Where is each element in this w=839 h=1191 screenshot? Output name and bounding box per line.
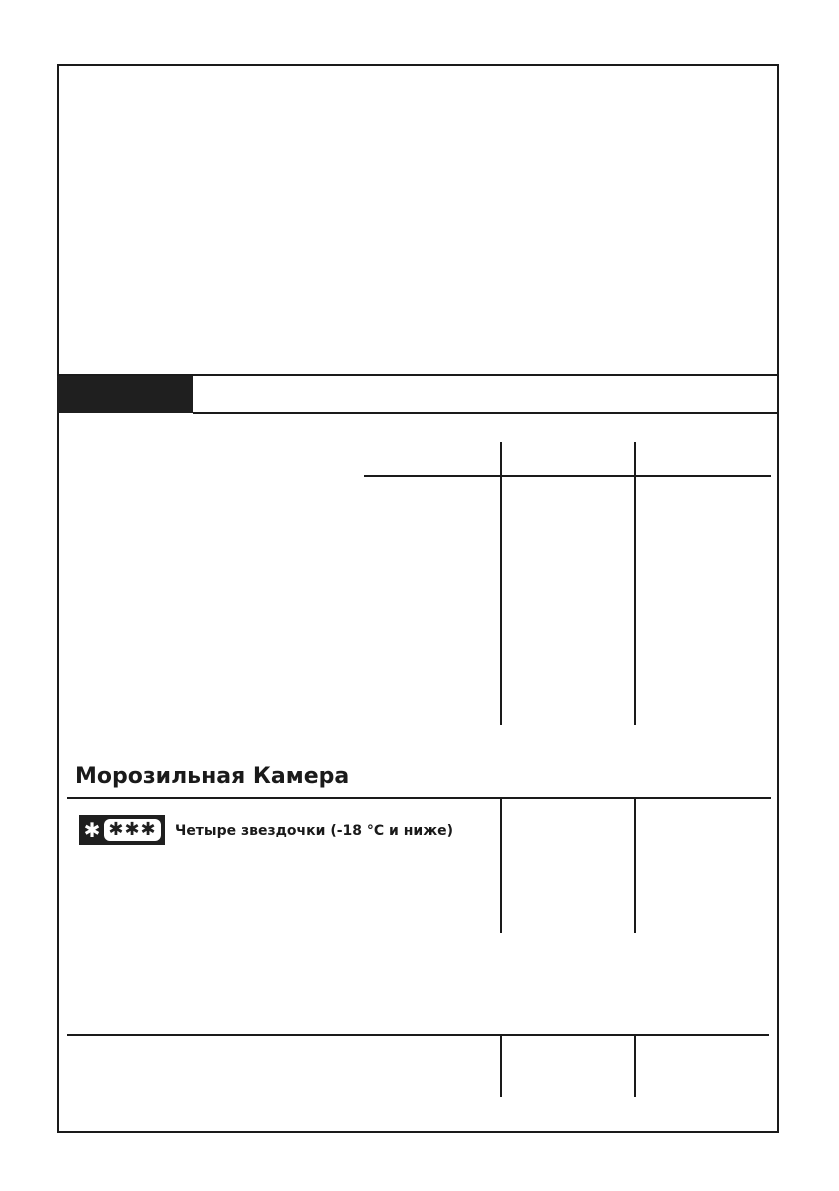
freezer-compartment-heading: Морозильная Камера xyxy=(75,764,350,789)
upper-table-column-divider-2 xyxy=(634,442,636,725)
lower-table-column-divider-1 xyxy=(500,1034,502,1097)
upper-table-column-divider-1 xyxy=(500,442,502,725)
section-header-bottom-rule xyxy=(193,412,779,414)
four-star-rating-label: Четыре звездочки (-18 °C и ниже) xyxy=(175,823,454,839)
section-header-top-rule xyxy=(57,374,779,376)
freezer-table-column-divider-2 xyxy=(634,797,636,933)
four-star-rating-badge xyxy=(79,815,165,845)
upper-table-header-rule xyxy=(364,475,771,477)
freezer-heading-rule xyxy=(67,797,771,799)
section-header-tab xyxy=(57,375,193,413)
freezer-star-icon: ✱ xyxy=(83,818,101,842)
lower-table-column-divider-2 xyxy=(634,1034,636,1097)
three-star-icon: ✱✱✱ xyxy=(104,819,161,841)
lower-table-header-rule xyxy=(67,1034,769,1036)
page-frame xyxy=(57,64,779,1133)
freezer-table-column-divider-1 xyxy=(500,797,502,933)
